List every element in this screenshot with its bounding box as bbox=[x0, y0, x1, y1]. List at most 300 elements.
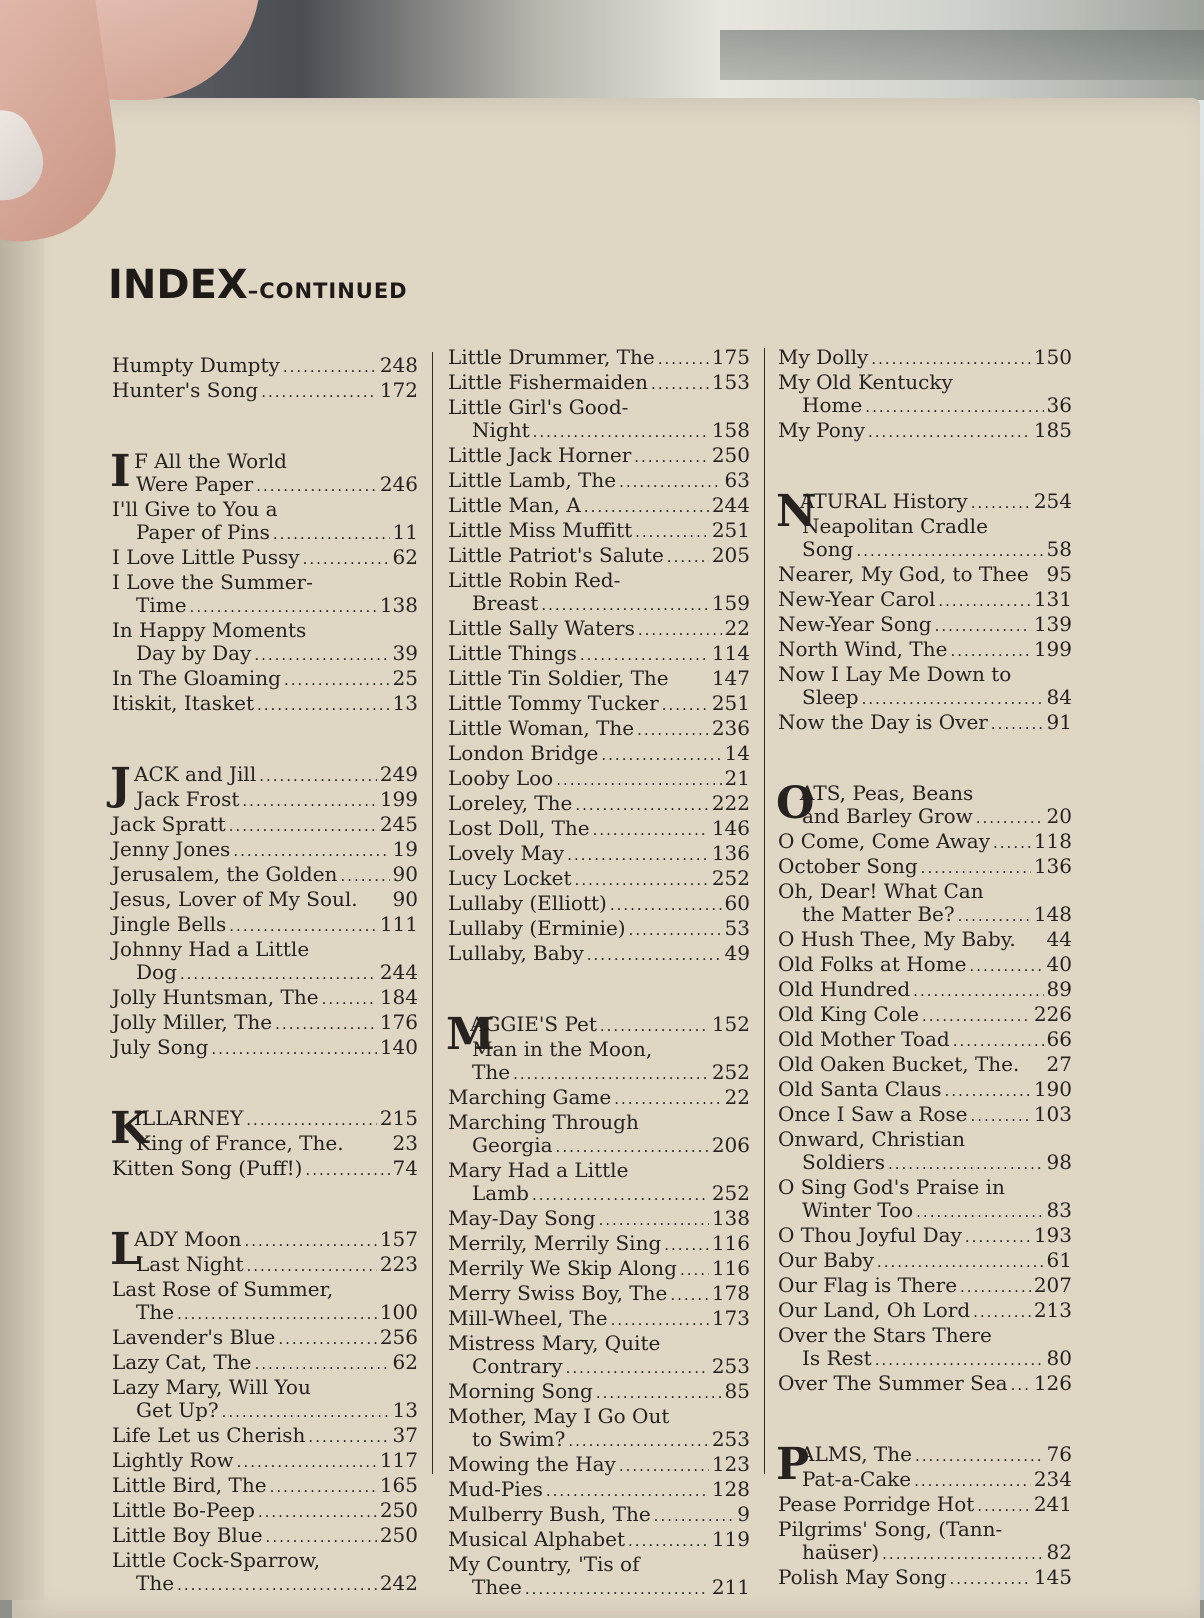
entry-title: Merry Swiss Boy, The bbox=[448, 1281, 668, 1305]
entry-title: Jolly Miller, The bbox=[112, 1010, 273, 1034]
index-entry bbox=[778, 1078, 1072, 1103]
index-entry bbox=[448, 1134, 750, 1159]
leader-dots bbox=[953, 1030, 1044, 1053]
index-entry bbox=[112, 961, 418, 986]
entry-title: Little Bo-Peep bbox=[112, 1498, 255, 1522]
entry-title: I Love Little Pussy bbox=[112, 545, 300, 569]
index-entry bbox=[112, 571, 418, 594]
leader-dots bbox=[991, 713, 1044, 736]
entry-title: Pat-a-Cake bbox=[802, 1467, 912, 1491]
index-entry bbox=[448, 617, 750, 642]
entry-title: and Barley Grow bbox=[802, 804, 973, 828]
index-entry bbox=[778, 613, 1072, 638]
entry-title: Little Man, A bbox=[448, 493, 581, 517]
page-number: 91 bbox=[1046, 710, 1072, 734]
leader-dots bbox=[259, 765, 377, 788]
index-entry bbox=[112, 838, 418, 863]
entry-title: Neapolitan Cradle bbox=[802, 514, 988, 538]
index-entry bbox=[112, 1449, 418, 1474]
entry-title: New-Year Song bbox=[778, 612, 932, 636]
entry-title: My Country, 'Tis of bbox=[448, 1552, 640, 1576]
page-number: 256 bbox=[379, 1325, 418, 1349]
index-entry bbox=[778, 588, 1072, 613]
leader-dots bbox=[340, 865, 389, 888]
section-gap bbox=[778, 736, 1072, 782]
entry-title: Lightly Row bbox=[112, 1448, 234, 1472]
entry-title: Marching Game bbox=[448, 1085, 612, 1109]
index-entry bbox=[778, 346, 1072, 371]
leader-dots bbox=[254, 1353, 389, 1376]
page-number: 9 bbox=[737, 1502, 750, 1526]
index-entry bbox=[448, 867, 750, 892]
page-number: 250 bbox=[379, 1498, 418, 1522]
page-number: 131 bbox=[1033, 587, 1072, 611]
page-number: 123 bbox=[711, 1452, 750, 1476]
entry-title: Old Mother Toad bbox=[778, 1027, 950, 1051]
leader-dots bbox=[600, 1015, 709, 1038]
page-number: 62 bbox=[392, 1350, 418, 1374]
entry-title: Dog bbox=[136, 960, 177, 984]
leader-dots bbox=[619, 1455, 709, 1478]
entry-title: Little Miss Muffitt bbox=[448, 518, 633, 542]
leader-dots bbox=[875, 1349, 1044, 1372]
entry-title: O Sing God's Praise in bbox=[778, 1175, 1005, 1199]
index-entry bbox=[448, 419, 750, 444]
leader-dots bbox=[556, 769, 721, 792]
page-number: 173 bbox=[711, 1306, 750, 1330]
entry-title: Jenny Jones bbox=[112, 837, 231, 861]
index-entry bbox=[448, 717, 750, 742]
index-entry bbox=[112, 813, 418, 838]
leader-dots bbox=[601, 744, 721, 767]
page-number: 253 bbox=[711, 1354, 750, 1378]
drop-cap-letter: N bbox=[776, 486, 817, 537]
entry-title: Mary Had a Little bbox=[448, 1158, 629, 1182]
index-entry bbox=[112, 354, 418, 379]
index-entry bbox=[448, 396, 750, 419]
entry-title: Song bbox=[802, 537, 854, 561]
index-entry bbox=[112, 1278, 418, 1301]
index-entry bbox=[112, 1253, 418, 1278]
index-entry bbox=[112, 1424, 418, 1449]
page-number: 21 bbox=[724, 766, 750, 790]
page-number: 172 bbox=[379, 378, 418, 402]
leader-dots bbox=[950, 640, 1030, 663]
entry-title: Were Paper bbox=[136, 472, 254, 496]
page-number: 249 bbox=[379, 762, 418, 786]
index-entry bbox=[778, 1347, 1072, 1372]
leader-dots bbox=[246, 1255, 376, 1278]
entry-title: Old Santa Claus bbox=[778, 1077, 942, 1101]
index-entry bbox=[112, 1011, 418, 1036]
entry-title: Pease Porridge Hot bbox=[778, 1492, 975, 1516]
index-entry bbox=[778, 805, 1072, 830]
index-entry bbox=[448, 842, 750, 867]
page-number: 22 bbox=[724, 616, 750, 640]
page-number: 22 bbox=[724, 1085, 750, 1109]
entry-title: Georgia bbox=[472, 1133, 553, 1157]
page-number: 114 bbox=[711, 641, 750, 665]
section-gap bbox=[778, 444, 1072, 490]
entry-title: May-Day Song bbox=[448, 1206, 596, 1230]
index-entry bbox=[778, 1151, 1072, 1176]
entry-title: Once I Saw a Rose bbox=[778, 1102, 968, 1126]
leader-dots bbox=[273, 523, 390, 546]
index-entry bbox=[112, 1572, 418, 1597]
index-entry bbox=[778, 1224, 1072, 1249]
page-number: 138 bbox=[379, 593, 418, 617]
entry-title: New-Year Carol bbox=[778, 587, 936, 611]
leader-dots bbox=[635, 521, 709, 544]
page-number: 205 bbox=[711, 543, 750, 567]
entry-title: F All the World bbox=[134, 449, 287, 473]
leader-dots bbox=[244, 1230, 376, 1253]
column-rule-1 bbox=[432, 352, 433, 1474]
page-number: 89 bbox=[1046, 977, 1072, 1001]
column-rule-2 bbox=[764, 348, 765, 1474]
entry-title: Now the Day is Over bbox=[778, 710, 988, 734]
page-number: 251 bbox=[711, 518, 750, 542]
entry-title: O Come, Come Away bbox=[778, 829, 991, 853]
leader-dots bbox=[628, 1530, 709, 1553]
section-gap bbox=[112, 404, 418, 450]
drop-cap-letter: O bbox=[776, 778, 815, 829]
page-number: 206 bbox=[711, 1133, 750, 1157]
drop-cap-letter: L bbox=[110, 1224, 141, 1275]
leader-dots bbox=[913, 980, 1043, 1003]
index-entry bbox=[448, 444, 750, 469]
page-number: 136 bbox=[711, 841, 750, 865]
leader-dots bbox=[242, 790, 376, 813]
index-entry bbox=[778, 1468, 1072, 1493]
page-number: 250 bbox=[711, 443, 750, 467]
entry-title: I Love the Summer- bbox=[112, 570, 313, 594]
index-entry bbox=[778, 686, 1072, 711]
page-number: 254 bbox=[1033, 489, 1072, 513]
leader-dots bbox=[914, 1470, 1031, 1493]
index-entry bbox=[112, 1474, 418, 1499]
index-entry bbox=[778, 1053, 1072, 1078]
index-entry bbox=[778, 880, 1072, 903]
index-entry bbox=[448, 1111, 750, 1134]
entry-title: Kitten Song (Puff!) bbox=[112, 1156, 303, 1180]
page-number: 136 bbox=[1033, 854, 1072, 878]
entry-title: Onward, Christian bbox=[778, 1127, 966, 1151]
leader-dots bbox=[670, 1284, 708, 1307]
leader-dots bbox=[965, 1226, 1031, 1249]
index-entry bbox=[112, 863, 418, 888]
entry-title: Man in the Moon, bbox=[472, 1037, 653, 1061]
page-number: 158 bbox=[711, 418, 750, 442]
leader-dots bbox=[254, 644, 389, 667]
page-number: 248 bbox=[379, 353, 418, 377]
index-entry bbox=[448, 1159, 750, 1182]
entry-title: Old Folks at Home bbox=[778, 952, 967, 976]
leader-dots bbox=[567, 844, 709, 867]
entry-title: Contrary bbox=[472, 1354, 563, 1378]
index-entry bbox=[778, 1199, 1072, 1224]
leader-dots bbox=[921, 857, 1031, 880]
entry-title: Jolly Huntsman, The bbox=[112, 985, 319, 1009]
leader-dots bbox=[305, 1159, 389, 1182]
entry-title: Lullaby, Baby bbox=[448, 941, 584, 965]
leader-dots bbox=[257, 694, 390, 717]
entry-title: July Song bbox=[112, 1035, 209, 1059]
entry-title: Little Tin Soldier, The bbox=[448, 666, 669, 690]
page-number: 223 bbox=[379, 1252, 418, 1276]
index-entry bbox=[448, 1307, 750, 1332]
index-entry bbox=[778, 978, 1072, 1003]
entry-title: Pilgrims' Song, (Tann- bbox=[778, 1517, 1003, 1541]
index-entry bbox=[112, 498, 418, 521]
page-number: 60 bbox=[724, 891, 750, 915]
leader-dots bbox=[584, 496, 709, 519]
drop-cap-letter: J bbox=[110, 759, 131, 810]
entry-title: Time bbox=[136, 593, 187, 617]
index-entry bbox=[112, 594, 418, 619]
entry-title: Soldiers bbox=[802, 1150, 885, 1174]
entry-title: Little Robin Red- bbox=[448, 568, 621, 592]
entry-title: Jesus, Lover of My Soul. bbox=[112, 887, 358, 911]
entry-title: Breast bbox=[472, 591, 539, 615]
page-number: 175 bbox=[711, 345, 750, 369]
entry-title: My Dolly bbox=[778, 345, 869, 369]
leader-dots bbox=[258, 1501, 377, 1524]
entry-title: ACK and Jill bbox=[134, 762, 257, 786]
index-entry bbox=[448, 767, 750, 792]
index-entry bbox=[448, 1528, 750, 1553]
page-number: 111 bbox=[379, 912, 418, 936]
entry-title: Old King Cole bbox=[778, 1002, 919, 1026]
entry-title: My Old Kentucky bbox=[778, 370, 953, 394]
page-number: 252 bbox=[711, 1181, 750, 1205]
page-number: 165 bbox=[379, 1473, 418, 1497]
page-number: 76 bbox=[1046, 1442, 1072, 1466]
leader-dots bbox=[177, 1303, 377, 1326]
leader-dots bbox=[922, 1005, 1031, 1028]
page-number: 185 bbox=[1033, 418, 1072, 442]
entry-title: ADY Moon bbox=[134, 1227, 242, 1251]
index-entry bbox=[448, 469, 750, 494]
leader-dots bbox=[610, 894, 722, 917]
index-entry bbox=[112, 473, 418, 498]
entry-title: My Pony bbox=[778, 418, 866, 442]
entry-title: Day by Day bbox=[136, 641, 252, 665]
page-number: 37 bbox=[392, 1423, 418, 1447]
leader-dots bbox=[856, 540, 1043, 563]
leader-dots bbox=[556, 1136, 709, 1159]
index-entry bbox=[778, 371, 1072, 394]
entry-title: Last Rose of Summer, bbox=[112, 1277, 334, 1301]
entry-title: North Wind, The bbox=[778, 637, 948, 661]
page-number: 118 bbox=[1033, 829, 1072, 853]
page-number: 66 bbox=[1046, 1027, 1072, 1051]
page-number: 145 bbox=[1033, 1565, 1072, 1589]
page-number: 213 bbox=[1033, 1298, 1072, 1322]
leader-dots bbox=[180, 963, 377, 986]
leader-dots bbox=[546, 1480, 709, 1503]
entry-title: Sleep bbox=[802, 685, 859, 709]
page-number: 14 bbox=[724, 741, 750, 765]
index-entry bbox=[112, 1326, 418, 1351]
leader-dots bbox=[971, 1105, 1031, 1128]
leader-dots bbox=[1011, 1374, 1031, 1397]
page-number: 85 bbox=[724, 1379, 750, 1403]
entry-title: Lullaby (Erminie) bbox=[448, 916, 626, 940]
page-number: 116 bbox=[711, 1256, 750, 1280]
page-number: 58 bbox=[1046, 537, 1072, 561]
index-entry bbox=[448, 569, 750, 592]
page-number: 199 bbox=[379, 787, 418, 811]
index-entry bbox=[448, 742, 750, 767]
index-entry bbox=[448, 1086, 750, 1111]
entry-title: Johnny Had a Little bbox=[112, 937, 310, 961]
index-entry bbox=[778, 1324, 1072, 1347]
entry-title: The bbox=[136, 1571, 175, 1595]
leader-dots bbox=[664, 1234, 709, 1257]
leader-dots bbox=[654, 1505, 735, 1528]
leader-dots bbox=[303, 548, 390, 571]
page-number: 252 bbox=[711, 1060, 750, 1084]
leader-dots bbox=[958, 905, 1031, 928]
page-number: 150 bbox=[1033, 345, 1072, 369]
entry-title: October Song bbox=[778, 854, 918, 878]
entry-title: Little Lamb, The bbox=[448, 468, 617, 492]
page-number: 100 bbox=[379, 1300, 418, 1324]
index-entry bbox=[778, 855, 1072, 880]
page-number: 146 bbox=[711, 816, 750, 840]
index-entry bbox=[778, 953, 1072, 978]
entry-title: Nearer, My God, to Thee bbox=[778, 562, 1029, 586]
index-entry bbox=[448, 519, 750, 544]
leader-dots bbox=[593, 819, 709, 842]
index-entry bbox=[112, 1036, 418, 1061]
leader-dots bbox=[256, 475, 377, 498]
leader-dots bbox=[211, 1038, 376, 1061]
entry-title: Mistress Mary, Quite bbox=[448, 1331, 661, 1355]
leader-dots bbox=[938, 590, 1030, 613]
index-column-3 bbox=[778, 346, 1072, 1591]
index-entry bbox=[112, 1157, 418, 1182]
entry-title: Mud-Pies bbox=[448, 1477, 543, 1501]
index-entry bbox=[112, 788, 418, 813]
leader-dots bbox=[638, 619, 722, 642]
entry-title: Little Things bbox=[448, 641, 577, 665]
index-entry bbox=[778, 515, 1072, 538]
page-number: 27 bbox=[1046, 1052, 1072, 1076]
page-number: 128 bbox=[711, 1477, 750, 1501]
page-number: 222 bbox=[711, 791, 750, 815]
leader-dots bbox=[865, 396, 1043, 419]
page-number: 215 bbox=[379, 1106, 418, 1130]
index-entry bbox=[112, 546, 418, 571]
section-gap bbox=[112, 1182, 418, 1228]
entry-title: ATS, Peas, Beans bbox=[800, 781, 974, 805]
index-entry bbox=[448, 1282, 750, 1307]
page-number: 117 bbox=[379, 1448, 418, 1472]
index-entry bbox=[112, 379, 418, 404]
page-number: 53 bbox=[724, 916, 750, 940]
page-number: 159 bbox=[711, 591, 750, 615]
entry-title: Polish May Song bbox=[778, 1565, 947, 1589]
section-gap bbox=[448, 967, 750, 1013]
index-entry bbox=[778, 1299, 1072, 1324]
leader-dots bbox=[575, 869, 709, 892]
page-number: 103 bbox=[1033, 1102, 1072, 1126]
page-number: 226 bbox=[1033, 1002, 1072, 1026]
index-entry bbox=[448, 544, 750, 569]
entry-title: Merrily We Skip Along bbox=[448, 1256, 677, 1280]
page-number: 90 bbox=[392, 887, 418, 911]
leader-dots bbox=[533, 421, 709, 444]
page-number: 25 bbox=[392, 666, 418, 690]
index-column-2 bbox=[448, 346, 750, 1601]
drop-cap-letter: I bbox=[110, 446, 131, 497]
index-entry bbox=[448, 817, 750, 842]
entry-title: Jerusalem, the Golden bbox=[112, 862, 338, 886]
leader-dots bbox=[935, 615, 1031, 638]
heading-title: INDEX bbox=[108, 262, 248, 308]
leader-dots bbox=[229, 815, 377, 838]
entry-title: Marching Through bbox=[448, 1110, 639, 1134]
leader-dots bbox=[658, 348, 709, 371]
index-entry bbox=[778, 830, 1072, 855]
leader-dots bbox=[970, 955, 1044, 978]
entry-title: Our Land, Oh Lord bbox=[778, 1298, 971, 1322]
leader-dots bbox=[283, 356, 377, 379]
index-entry bbox=[778, 1103, 1072, 1128]
leader-dots bbox=[246, 1109, 377, 1132]
page-number: 82 bbox=[1046, 1540, 1072, 1564]
leader-dots bbox=[322, 988, 377, 1011]
leader-dots bbox=[977, 1495, 1031, 1518]
leader-dots bbox=[619, 471, 721, 494]
index-entry bbox=[778, 1566, 1072, 1591]
index-entry bbox=[448, 1478, 750, 1503]
entry-title: ATURAL History bbox=[800, 489, 968, 513]
leader-dots bbox=[270, 1476, 377, 1499]
entry-title: The bbox=[472, 1060, 511, 1084]
entry-title: Musical Alphabet bbox=[448, 1527, 626, 1551]
entry-title: Lucy Locket bbox=[448, 866, 572, 890]
entry-title: Merrily, Merrily Sing bbox=[448, 1231, 662, 1255]
index-entry bbox=[112, 1524, 418, 1549]
page-number: 61 bbox=[1046, 1248, 1072, 1272]
index-entry bbox=[112, 619, 418, 642]
entry-title: King of France, The. bbox=[136, 1131, 344, 1155]
leader-dots bbox=[993, 832, 1031, 855]
index-entry bbox=[778, 638, 1072, 663]
leader-dots bbox=[634, 446, 709, 469]
page-number: 138 bbox=[711, 1206, 750, 1230]
index-entry bbox=[448, 1332, 750, 1355]
index-entry bbox=[448, 1503, 750, 1528]
entry-title: Last Night bbox=[136, 1252, 244, 1276]
leader-dots bbox=[949, 1568, 1030, 1591]
index-entry bbox=[778, 1249, 1072, 1274]
page-number: 252 bbox=[711, 866, 750, 890]
leader-dots bbox=[541, 594, 708, 617]
page-number: 13 bbox=[392, 1398, 418, 1422]
entry-title: Paper of Pins bbox=[136, 520, 270, 544]
index-entry bbox=[112, 986, 418, 1011]
entry-title: Mowing the Hay bbox=[448, 1452, 616, 1476]
index-entry bbox=[448, 1257, 750, 1282]
page-number: 253 bbox=[711, 1427, 750, 1451]
entry-title: Itiskit, Itasket bbox=[112, 691, 254, 715]
page-number: 244 bbox=[711, 493, 750, 517]
leader-dots bbox=[651, 373, 709, 396]
